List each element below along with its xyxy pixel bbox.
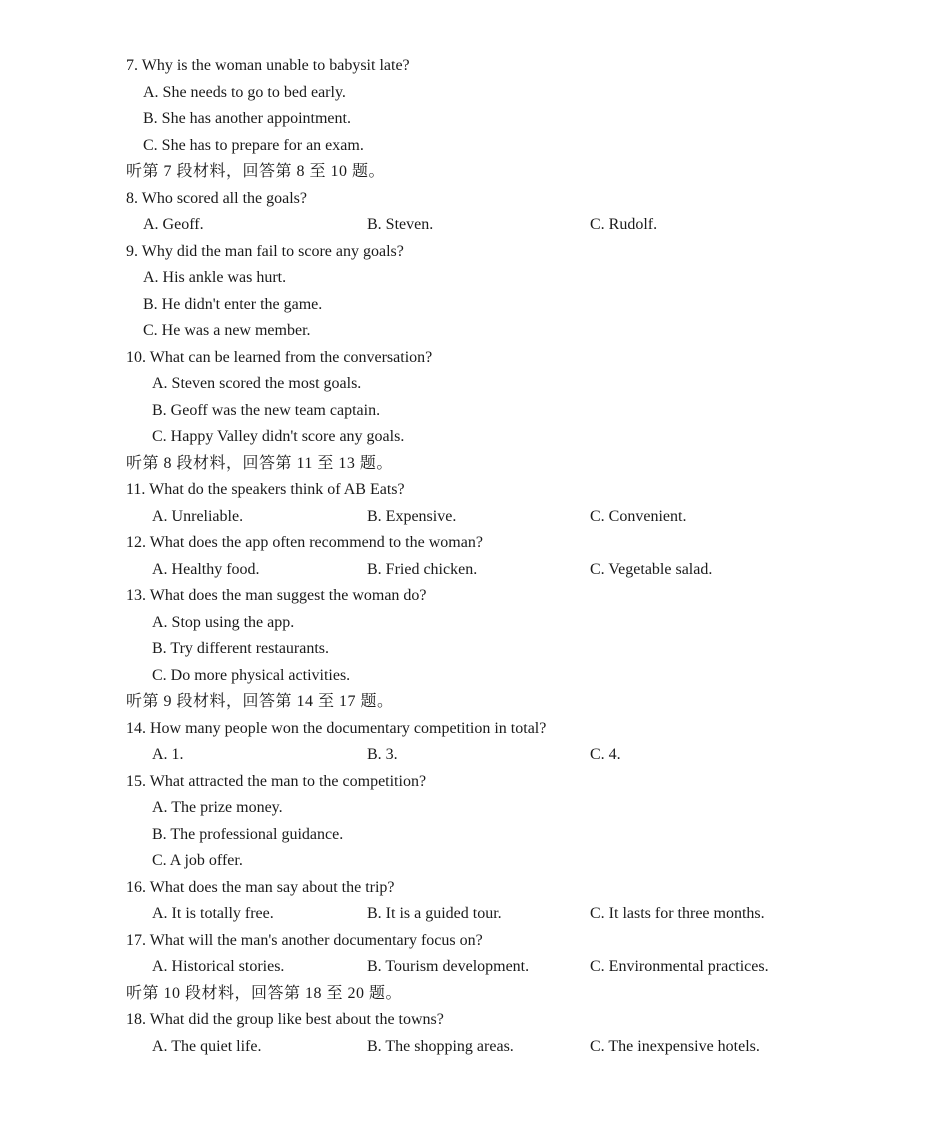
question-8-stem: 8. Who scored all the goals? bbox=[126, 189, 307, 207]
section-heading-9: 听第 9 段材料，回答第 14 至 17 题。 bbox=[126, 693, 394, 710]
question-9-stem: 9. Why did the man fail to score any goals? bbox=[126, 242, 404, 260]
question-14-option-a: A. 1. bbox=[152, 746, 184, 763]
exam-page bbox=[0, 53, 950, 1060]
question-14-option-c: C. 4. bbox=[590, 746, 621, 763]
question-12-option-b: B. Fried chicken. bbox=[367, 560, 478, 578]
question-12-option-a: A. Healthy food. bbox=[152, 560, 260, 578]
question-10-stem: 10. What can be learned from the conversation? bbox=[126, 348, 433, 366]
question-15-option-c: C. A job offer. bbox=[152, 852, 243, 869]
section-heading-8: 听第 8 段材料，回答第 11 至 13 题。 bbox=[126, 454, 393, 472]
question-15-stem: 15. What attracted the man to the competition? bbox=[126, 772, 427, 790]
question-17-option-a: A. Historical stories. bbox=[152, 958, 285, 975]
question-7-option-c: C. She has to prepare for an exam. bbox=[143, 136, 364, 154]
question-14-option-b: B. 3. bbox=[367, 746, 398, 763]
question-11-option-b: B. Expensive. bbox=[367, 507, 457, 525]
question-13-option-a: A. Stop using the app. bbox=[152, 613, 295, 631]
question-12-stem: 12. What does the app often recommend to the woman? bbox=[126, 534, 483, 551]
section-heading-7: 听第 7 段材料，回答第 8 至 10 题。 bbox=[126, 163, 386, 180]
question-18-stem: 18. What did the group like best about the towns? bbox=[126, 1011, 444, 1028]
question-9-option-a: A. His ankle was hurt. bbox=[143, 269, 287, 286]
question-15-option-a: A. The prize money. bbox=[152, 799, 283, 816]
question-7-option-a: A. She needs to go to bed early. bbox=[143, 83, 346, 101]
question-8-option-c: C. Rudolf. bbox=[590, 216, 658, 233]
question-9-option-c: C. He was a new member. bbox=[143, 322, 311, 339]
question-17-option-c: C. Environmental practices. bbox=[590, 958, 769, 975]
question-14-stem: 14. How many people won the documentary competition in total? bbox=[126, 719, 547, 737]
question-13-option-c: C. Do more physical activities. bbox=[152, 666, 351, 684]
question-10-option-a: A. Steven scored the most goals. bbox=[152, 375, 362, 392]
question-10-option-c: C. Happy Valley didn't score any goals. bbox=[152, 428, 405, 445]
question-8-option-b: B. Steven. bbox=[367, 216, 434, 233]
question-12-option-c: C. Vegetable salad. bbox=[590, 560, 713, 578]
question-16-option-b: B. It is a guided tour. bbox=[367, 905, 502, 922]
question-8-option-a: A. Geoff. bbox=[143, 216, 204, 233]
question-16-stem: 16. What does the man say about the trip? bbox=[126, 878, 395, 896]
question-15-option-b: B. The professional guidance. bbox=[152, 825, 344, 843]
question-7-stem: 7. Why is the woman unable to babysit late? bbox=[126, 57, 410, 74]
question-16-option-a: A. It is totally free. bbox=[152, 905, 274, 922]
question-9-option-b: B. He didn't enter the game. bbox=[143, 295, 323, 313]
question-10-option-b: B. Geoff was the new team captain. bbox=[152, 401, 381, 419]
question-18-option-c: C. The inexpensive hotels. bbox=[590, 1037, 760, 1055]
question-17-stem: 17. What will the man's another documentary focus on? bbox=[126, 931, 483, 949]
question-13-option-b: B. Try different restaurants. bbox=[152, 640, 330, 657]
question-18-option-a: A. The quiet life. bbox=[152, 1037, 262, 1055]
question-17-option-b: B. Tourism development. bbox=[367, 958, 530, 975]
question-11-option-c: C. Convenient. bbox=[590, 507, 687, 525]
question-11-option-a: A. Unreliable. bbox=[152, 507, 244, 525]
question-7-option-b: B. She has another appointment. bbox=[143, 110, 351, 127]
question-11-stem: 11. What do the speakers think of AB Eats? bbox=[126, 481, 405, 498]
section-heading-10: 听第 10 段材料，回答第 18 至 20 题。 bbox=[126, 984, 403, 1002]
question-18-option-b: B. The shopping areas. bbox=[367, 1037, 514, 1055]
question-13-stem: 13. What does the man suggest the woman do? bbox=[126, 587, 427, 604]
question-16-option-c: C. It lasts for three months. bbox=[590, 905, 765, 922]
